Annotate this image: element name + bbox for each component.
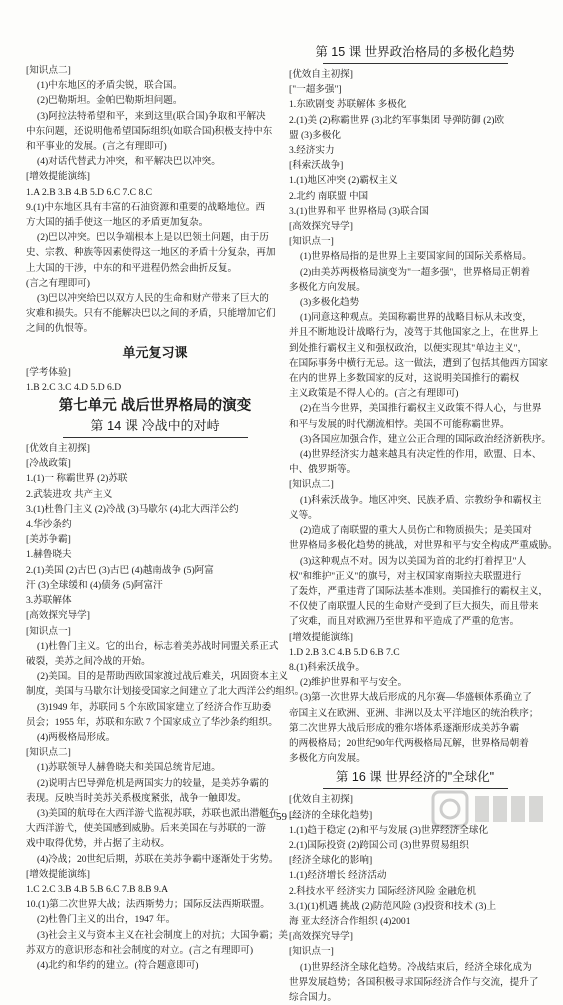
text-line: (2)在当今世界，美国推行霸权主义政策不得人心，与世界 (300, 403, 542, 415)
section-label: [知识点一] (26, 625, 71, 637)
section-label: [优效自主初探] (289, 69, 353, 80)
answer-line: 3.(1)(1)机遇 挑战 (2)防范风险 (3)投资和技术 (3)上 (289, 900, 497, 912)
section-label: [高效探究导学] (289, 931, 353, 943)
text-line: (1)苏联领导人赫鲁晓夫和美国总统肯尼迪。 (37, 762, 221, 774)
text-line: (2)由美苏两极格局演变为"一超多强"，世界格局正朝着 (300, 266, 531, 278)
answer-line: 1.B 2.C 3.C 4.D 5.D 6.D (26, 381, 122, 393)
text-line: (2)美国。目的是帮助西欧国家渡过战后难关，巩固资本主义 (37, 671, 289, 683)
section-label: [优效自主初探] (289, 794, 353, 806)
text-line: 中东问题，还说明他希望国际组织(如联合国)积极支持中东 (26, 125, 273, 137)
text-line: 戏中取得优势，并占据了主动权。 (26, 838, 170, 850)
section-label: [学考体验] (26, 366, 71, 378)
section-label: [高效探究导学] (26, 610, 90, 622)
section-label: [科索沃战争] (289, 160, 344, 172)
lesson-heading: 第 16 课 世界经济的"全球化" (335, 770, 495, 785)
answer-line: 1.(1)一 称霸世界 (2)苏联 (26, 473, 128, 485)
text-line: (1)科索沃战争。地区冲突、民族矛盾、宗教纷争和霸权主 (300, 494, 542, 506)
heading-rule (63, 437, 248, 438)
text-line: 不仅使了南联盟人民的生命财产受到了巨大损失，而且带来 (289, 601, 539, 613)
text-line: (4)冷战；20世纪后期，苏联在美苏争霸中逐渐处于劣势。 (37, 853, 279, 865)
text-line: 灾难和损失。只有不能解决巴以之间的矛盾，只能增加它们 (26, 308, 276, 320)
text-line: (3)这种观点不对。因为以美国为首的北约打着捍卫"人 (300, 555, 527, 567)
text-line: (1)世界经济全球化趋势。冷战结束后，经济全球化成为 (300, 961, 532, 973)
text-line: 义等。 (289, 509, 318, 521)
text-line: 综合国力。 (289, 991, 337, 1003)
answer-line: 2.北约 南联盟 中国 (289, 190, 369, 202)
review-heading: 单元复习课 (122, 344, 188, 360)
right-column (289, 44, 558, 1005)
watermark-logo-icon (431, 788, 551, 832)
section-label: [经济的全球化趋势] (289, 809, 373, 821)
text-line: (3)各国应加强合作，建立公正合理的国际政治经济新秩序。 (300, 433, 552, 445)
text-line: 在国际事务中横行无忌。这一做法，遭到了包括其他西方国家 (289, 357, 549, 369)
text-line: (2)杜鲁门主义的出台，1947 年。 (37, 914, 176, 926)
text-line: 和平事业的发展。(言之有理即可) (26, 141, 167, 153)
text-line: 大西洋游弋，使美国感到威胁。后来美国在与苏联的一游 (26, 823, 266, 835)
text-line: (3)阿拉法特希望和平，来到这里(联合国)争取和平解决 (37, 110, 266, 122)
text-line: 9.(1)中东地区具有丰富的石油资源和重要的战略地位。西 (26, 201, 266, 213)
text-line: 表现。反映当时美苏关系极度紧张，战争一触即发。 (26, 792, 247, 804)
text-line: 方大国的插手使这一地区的矛盾更加复杂。 (26, 217, 209, 229)
heading-rule (323, 63, 508, 64)
answer-line: 3.(1)世界和平 世界格局 (3)联合国 (289, 205, 429, 217)
text-line: 权"和维护"正义"的旗号，对主权国家南斯拉夫联盟进行 (289, 570, 522, 582)
lesson-heading: 第 15 课 世界政治格局的多极化趋势 (315, 45, 515, 59)
answer-line: 4.华沙条约 (26, 519, 72, 531)
text-line: 多极化方向发展。 (289, 753, 366, 765)
answer-line: 盟 (3)多极化 (289, 129, 341, 141)
section-label: ["一超多强"] (289, 84, 342, 96)
text-line: 帝国主义在欧洲、亚洲、非洲以及太平洋地区的统治秩序； (289, 707, 539, 719)
text-line: (2)维护世界和平与安全。 (300, 677, 408, 689)
section-label: [增效提能演练] (26, 868, 90, 880)
text-line: 世界格局多极化趋势的挑战，对世界和平与安全构成严重威胁。 (289, 540, 558, 552)
text-line: (3)第一次世界大战后形成的凡尔赛—华盛顿体系确立了 (300, 692, 532, 704)
answer-line: 1.D 2.B 3.C 4.B 5.D 6.B 7.C (289, 646, 400, 658)
text-line: (2)巴以冲突。巴以争端根本上是以巴领土问题，由于历 (37, 232, 269, 244)
text-line: 的两极格局；20世纪90年代两极格局瓦解，世界格局朝着 (289, 737, 529, 749)
answer-line: 3.(1)杜鲁门主义 (2)冷战 (3)马歇尔 (4)北大西洋公约 (26, 503, 239, 515)
text-line: 和平与发展的时代潮流相悖。美国不可能称霸世界。 (289, 418, 510, 430)
text-line: 苏双方的意识形态和社会制度的对立。(言之有理即可) (26, 944, 254, 956)
text-line: (4)世界经济实力越来越具有决定性的作用，欧盟、日本、 (300, 449, 542, 461)
answer-line: 海 亚太经济合作组织 (4)2001 (289, 915, 411, 927)
lesson-heading: 第 14 课 冷战中的对峙 (90, 418, 220, 434)
text-line: 第二次世界大战后形成的雅尔塔体系逐渐形成美苏争霸 (289, 722, 520, 734)
text-line: (1)杜鲁门主义。它的出台，标志着美苏战时同盟关系正式 (37, 640, 279, 652)
answer-line: 1.A 2.B 3.B 4.B 5.D 6.C 7.C 8.C (26, 186, 153, 198)
section-label: [高效探究导学] (289, 221, 353, 233)
text-line: (3)巴以冲突给巴以双方人民的生命和财产带来了巨大的 (37, 293, 269, 305)
answer-line: 1.(1)经济增长 经济活动 (289, 870, 387, 882)
text-line: (3)多极化趋势 (300, 297, 360, 309)
text-line: 10.(1)第二次世界大战；法西斯势力；国际反法西斯联盟。 (26, 899, 270, 911)
text-line: (2)造成了南联盟的重大人员伤亡和物质损失；是美国对 (300, 525, 532, 537)
text-line: (言之有理即可) (26, 277, 90, 289)
text-line: 在内的世界上多数国家的反对，这说明美国推行的霸权 (289, 373, 520, 385)
answer-line: 2.(1)美 (2)称霸世界 (3)北约军事集团 导弹防御 (2)欧 (289, 114, 505, 126)
text-line: (3)社会主义与资本主义在社会制度上的对抗；大国争霸；美 (37, 929, 289, 941)
text-line: (2)说明古巴导弹危机是两国实力的较量，是美苏争霸的 (37, 777, 269, 789)
section-label: [优效自主初探] (26, 443, 90, 455)
section-label: [知识点二] (289, 479, 334, 491)
text-line: 之间的仇恨等。 (26, 323, 94, 335)
text-line: (4)两极格局形成。 (37, 731, 116, 743)
section-label: [冷战政策] (26, 458, 71, 470)
section-label: [经济全球化的影响] (289, 855, 373, 867)
answer-line: 2.(1)美国 (2)古巴 (3)古巴 (4)越南战争 (5)阿富 (26, 564, 214, 576)
section-label: [知识点一] (289, 946, 334, 958)
text-line: (2)巴勒斯坦。金帕巴勒斯坦问题。 (37, 95, 183, 107)
text-line: (4)北约和华约的建立。(符合题意即可) (37, 959, 199, 971)
text-line: 史、宗教、种族等因素使得这一地区的矛盾十分复杂，再加 (26, 247, 276, 259)
text-line: 破裂，美苏之间冷战的开始。 (26, 655, 151, 667)
section-label: [增效提能演练] (26, 171, 90, 183)
section-label: [知识点二] (26, 65, 71, 76)
text-line: 主义政策是不得人心的。(言之有理即可) (289, 388, 459, 400)
text-line: 世界发展趋势；各国积极寻求国际经济合作与交流，提升了 (289, 976, 539, 988)
text-line: 8.(1)科索沃战争。 (289, 661, 365, 673)
section-label: [知识点二] (26, 747, 71, 759)
answer-line: 1.(1)趋于稳定 (2)和平与发展 (3)世界经济全球化 (289, 824, 489, 836)
text-line: (1)中东地区的矛盾尖锐，联合国。 (37, 80, 183, 92)
text-line: (4)对话代替武力冲突，和平解决巴以冲突。 (37, 156, 221, 168)
answer-line: 1.赫鲁晓夫 (26, 549, 72, 561)
answer-line: 2.科技水平 经济实力 国际经济风险 金融危机 (289, 885, 477, 897)
text-line: (3)1949 年，苏联同 5 个东欧国家建立了经济合作互助委 (37, 701, 272, 713)
text-line: 员会；1955 年，苏联和东欧 7 个国家成立了华沙条约组织。 (26, 716, 278, 728)
answer-line: 1.(1)地区冲突 (2)霸权主义 (289, 175, 398, 187)
answer-line: 1.C 2.C 3.B 4.B 5.B 6.C 7.B 8.B 9.A (26, 883, 169, 895)
page-number: — 59 — (262, 811, 301, 823)
text-line: (1)同意这种观点。美国称霸世界的战略目标从未改变， (300, 312, 532, 324)
text-line: (3)美国的航母在大西洋游弋监视苏联，苏联也派出潜艇在 (37, 807, 279, 819)
section-label: [美苏争霸] (26, 534, 71, 546)
text-line: 并且不断地设计战略行为，凌驾于其他国家之上，在世界上 (289, 327, 539, 339)
text-line: 了灾难，而且对欧洲乃至世界和平造成了严重的危害。 (289, 616, 520, 628)
text-line: 中、俄罗斯等。 (289, 464, 357, 476)
unit-heading: 第七单元 战后世界格局的演变 (58, 398, 252, 415)
answer-line: 3.经济实力 (289, 145, 335, 157)
text-line: 了轰炸，严重违背了国际法基本准则。美国推行的霸权主义， (289, 585, 549, 597)
answer-line: 1.东欧剧变 苏联解体 多极化 (289, 99, 407, 111)
answer-line: 2.武装进攻 共产主义 (26, 488, 113, 500)
section-label: [增效提能演练] (289, 631, 353, 643)
text-line: (1)世界格局指的是世界上主要国家间的国际关系格局。 (300, 251, 532, 263)
text-line: 多极化方向发展。 (289, 281, 366, 293)
text-line: 制度，美国与马歇尔计划接受国家之间建立了北大西洋公约组织。 (26, 686, 305, 698)
answer-line: 2.(1)国际投资 (2)跨国公司 (3)世界贸易组织 (289, 839, 469, 851)
text-line: 到处推行霸权主义和强权政治，以便实现其"单边主义"， (289, 342, 528, 354)
answer-line: 3.苏联解体 (26, 595, 72, 607)
answer-line: 汗 (3)全球缓和 (4)债务 (5)阿富汗 (26, 579, 163, 591)
section-label: [知识点一] (289, 236, 334, 248)
text-line: 上大国的干涉，中东的和平进程仍然会曲折反复。 (26, 262, 238, 274)
